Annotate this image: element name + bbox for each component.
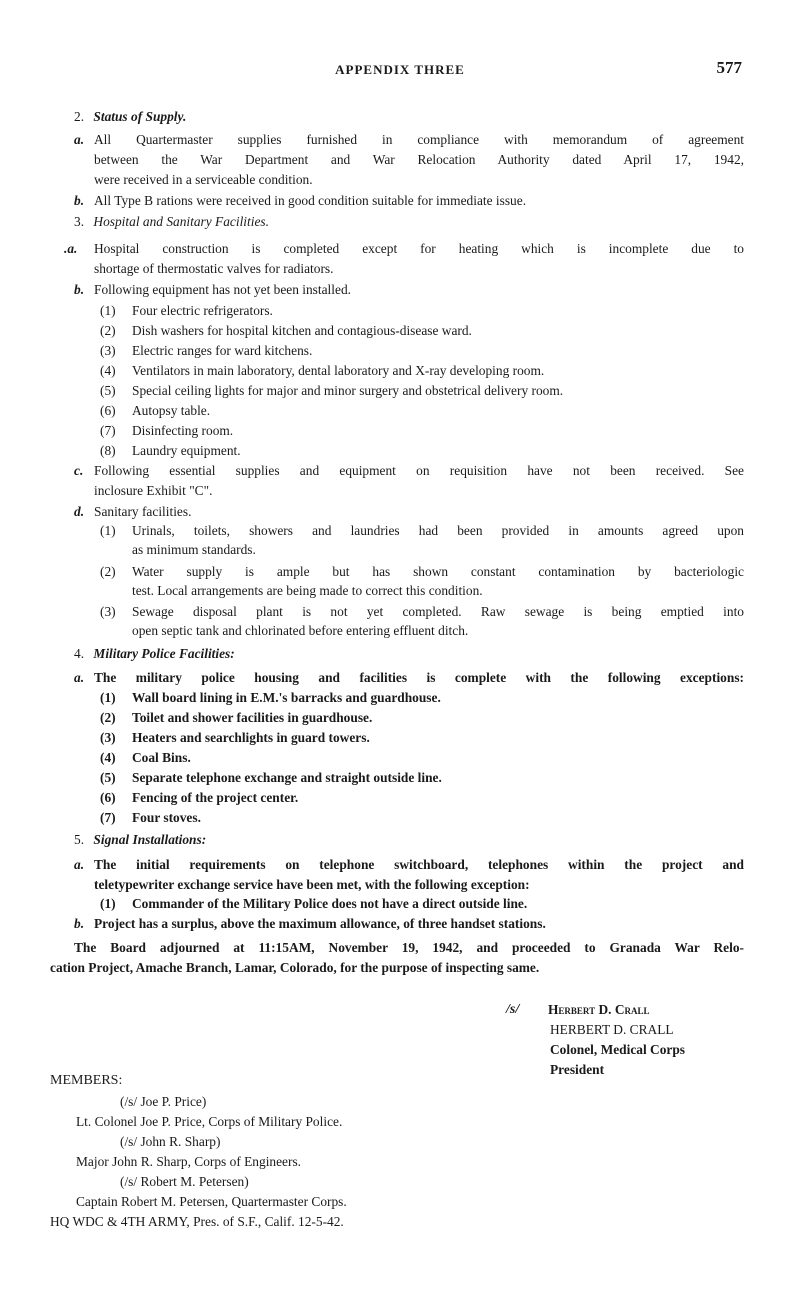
paragraph-line: shortage of thermostatic valves for radiators.: [94, 261, 334, 276]
signatory-name: HERBERT D. CRALL: [550, 1022, 674, 1037]
list-number: (4): [100, 750, 116, 765]
section-title: Signal Installations:: [93, 832, 207, 847]
item-label: a.: [74, 670, 85, 685]
list-number: (1): [100, 896, 116, 911]
item-label: d.: [74, 504, 85, 519]
page-number: 577: [716, 58, 742, 77]
list-item: Coal Bins.: [132, 750, 191, 765]
list-item-continued: as minimum standards.: [132, 542, 256, 557]
item-label: a.: [74, 857, 85, 872]
section-5-heading: [74, 831, 206, 848]
list-item: Special ceiling lights for major and minor surgery and obstetrical delivery room.: [132, 383, 564, 398]
list-number: (1): [100, 523, 116, 538]
list-number: (5): [100, 770, 116, 785]
list-number: (8): [100, 443, 116, 458]
paragraph-line: The military police housing and facilities is complete with the following exceptions:: [94, 670, 744, 685]
list-number: (3): [100, 730, 116, 745]
paragraph-line: inclosure Exhibit "C".: [94, 483, 213, 498]
list-item: Four electric refrigerators.: [132, 303, 273, 318]
paragraph-line: The initial requirements on telephone switchboard, telephones within the project and: [94, 857, 744, 872]
list-item: Wall board lining in E.M.'s barracks and guardhouse.: [132, 690, 441, 705]
list-item: Electric ranges for ward kitchens.: [132, 343, 313, 358]
item-label: c.: [74, 463, 84, 478]
paragraph-line: Hospital construction is completed except for heating which is incomplete due to: [94, 241, 744, 256]
item-label: a.: [74, 132, 85, 147]
list-number: (5): [100, 383, 116, 398]
list-number: (6): [100, 403, 116, 418]
list-item: Four stoves.: [132, 810, 201, 825]
section-number: 3.: [74, 214, 85, 229]
member-title: Major John R. Sharp, Corps of Engineers.: [76, 1154, 302, 1169]
closing-line: cation Project, Amache Branch, Lamar, Colorado, for the purpose of inspecting same.: [50, 960, 540, 975]
list-item: Water supply is ample but has shown constant contamination by bacteriologic: [132, 564, 744, 579]
list-item-continued: open septic tank and chlorinated before entering effluent ditch.: [132, 623, 469, 638]
list-item: Commander of the Military Police does not have a direct outside line.: [132, 896, 528, 911]
list-number: (2): [100, 564, 116, 579]
paragraph-line: All Quartermaster supplies furnished in compliance with memorandum of agreement: [94, 132, 744, 147]
item-label: b.: [74, 282, 85, 297]
signatory-rank: Colonel, Medical Corps: [550, 1042, 686, 1057]
section-number: 2.: [74, 109, 85, 124]
list-item: Ventilators in main laboratory, dental laboratory and X-ray developing room.: [132, 363, 545, 378]
running-title: APPENDIX THREE: [335, 62, 465, 77]
section-4-heading: [74, 645, 235, 662]
item-label: b.: [74, 193, 85, 208]
member-signature: (/s/ John R. Sharp): [120, 1134, 221, 1149]
member-title: Captain Robert M. Petersen, Quartermaster Corps.: [76, 1194, 347, 1209]
section-title: Military Police Facilities:: [93, 646, 235, 661]
item-label: .a.: [64, 241, 78, 256]
list-item: Dish washers for hospital kitchen and contagious-disease ward.: [132, 323, 472, 338]
list-item: Disinfecting room.: [132, 423, 234, 438]
section-title: Hospital and Sanitary Facilities.: [93, 214, 269, 229]
section-title: Status of Supply.: [93, 109, 187, 124]
list-item: Fencing of the project center.: [132, 790, 299, 805]
member-title: Lt. Colonel Joe P. Price, Corps of Military Police.: [76, 1114, 343, 1129]
list-item: Sewage disposal plant is not yet completed. Raw sewage is being emptied into: [132, 604, 744, 619]
list-item: Separate telephone exchange and straight outside line.: [132, 770, 442, 785]
paragraph-line: Following essential supplies and equipment on requisition have not been received. See: [94, 463, 744, 478]
list-item: Heaters and searchlights in guard towers.: [132, 730, 370, 745]
section-number: 5.: [74, 832, 85, 847]
list-number: (4): [100, 363, 116, 378]
members-heading: MEMBERS:: [50, 1073, 123, 1088]
list-number: (3): [100, 604, 116, 619]
signatory-role: President: [550, 1062, 605, 1077]
list-number: (7): [100, 810, 116, 825]
list-number: (2): [100, 323, 116, 338]
item-label: b.: [74, 916, 85, 931]
page-header: [0, 60, 800, 82]
list-number: (6): [100, 790, 116, 805]
member-signature: (/s/ Robert M. Petersen): [120, 1174, 249, 1189]
closing-line: The Board adjourned at 11:15AM, November 19, 1942, and proceeded to Granada War Relo-: [74, 940, 744, 955]
paragraph-line: All Type B rations were received in good condition suitable for immediate issue.: [94, 193, 527, 208]
paragraph-line: teletypewriter exchange service have been met, with the following exception:: [94, 877, 530, 892]
list-item: Autopsy table.: [132, 403, 211, 418]
headquarters-line: HQ WDC & 4TH ARMY, Pres. of S.F., Calif. 12-5-42.: [50, 1214, 344, 1229]
signature-name: Herbert D. Crall: [548, 1002, 650, 1017]
paragraph-line: were received in a serviceable condition.: [94, 172, 313, 187]
member-signature: (/s/ Joe P. Price): [120, 1094, 207, 1109]
list-number: (1): [100, 690, 116, 705]
list-number: (2): [100, 710, 116, 725]
signature-mark: /s/: [506, 1002, 520, 1017]
list-item-continued: test. Local arrangements are being made to correct this condition.: [132, 583, 483, 598]
paragraph-line: Sanitary facilities.: [94, 504, 192, 519]
paragraph-line: Project has a surplus, above the maximum allowance, of three handset stations.: [94, 916, 546, 931]
section-number: 4.: [74, 646, 85, 661]
paragraph-line: between the War Department and War Relocation Authority dated April 17, 1942,: [94, 152, 744, 167]
list-number: (7): [100, 423, 116, 438]
list-number: (1): [100, 303, 116, 318]
list-item: Urinals, toilets, showers and laundries had been provided in amounts agreed upon: [132, 523, 744, 538]
list-item: Laundry equipment.: [132, 443, 241, 458]
list-item: Toilet and shower facilities in guardhouse.: [132, 710, 373, 725]
list-number: (3): [100, 343, 116, 358]
section-2-heading: [74, 108, 186, 125]
paragraph-line: Following equipment has not yet been installed.: [94, 282, 351, 297]
section-3-heading: [74, 213, 269, 230]
